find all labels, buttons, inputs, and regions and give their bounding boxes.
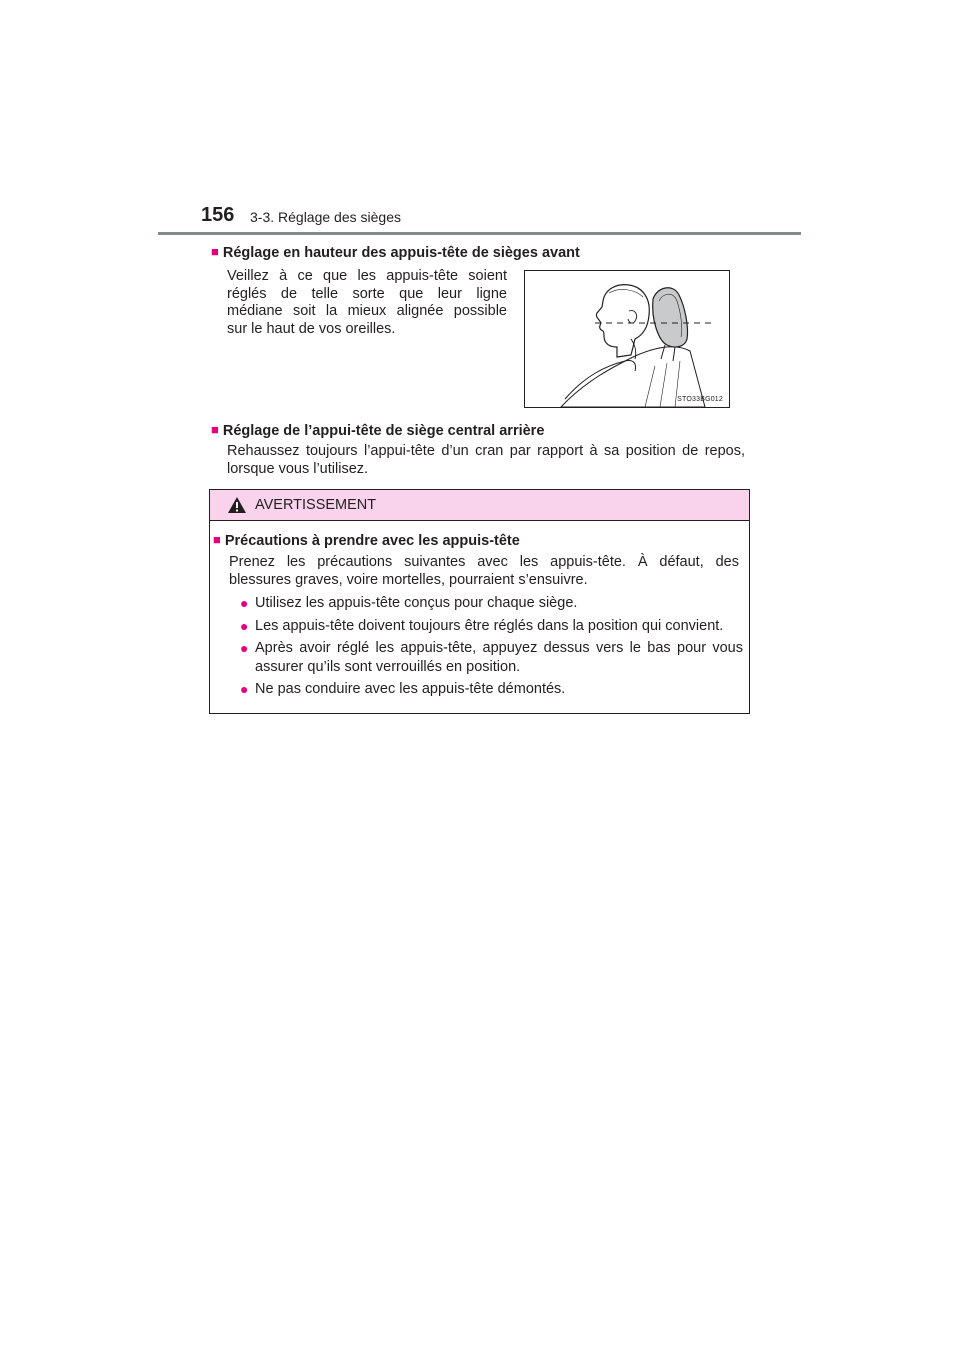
subheading-text: Réglage en hauteur des appuis-tête de sièges avant <box>222 245 580 261</box>
subheading-text: Réglage de l’appui-tête de siège central arrière <box>222 423 545 439</box>
warning-box <box>209 489 750 714</box>
warning-bullet <box>240 617 743 636</box>
warning-bullet <box>240 639 743 677</box>
figure-code: STO33BG012 <box>677 396 723 403</box>
text-line: Veillez à ce que les appuis-tête soient <box>227 268 507 284</box>
headrest-illustration <box>524 270 730 408</box>
warning-intro <box>229 553 739 589</box>
warning-header <box>210 490 749 521</box>
bullet-text-line: Après avoir réglé les appuis-tête, appuyez dessus vers le bas pour vous <box>255 640 743 656</box>
bullet-dot-icon: ● <box>240 618 249 634</box>
warning-bullet <box>240 680 743 699</box>
square-bullet-icon: ■ <box>211 422 219 437</box>
section-title: 3-3. Réglage des sièges <box>250 209 401 225</box>
bullet-dot-icon: ● <box>240 681 249 697</box>
square-bullet-icon: ■ <box>211 244 219 259</box>
warning-bullet <box>240 594 743 613</box>
rear-headrest-instructions <box>227 443 745 478</box>
warning-triangle-icon <box>227 496 247 514</box>
subheading-front-headrest <box>211 244 580 262</box>
front-headrest-instructions <box>227 268 507 338</box>
text-line: réglés de telle sorte que leur ligne <box>227 285 507 302</box>
head-and-headrest-drawing <box>525 271 729 407</box>
warning-heading <box>213 532 520 550</box>
bullet-text: Les appuis-tête doivent toujours être réglés dans la position qui convient. <box>255 618 724 634</box>
page-number: 156 <box>201 204 235 226</box>
bullet-text: Ne pas conduire avec les appuis-tête démontés. <box>255 681 566 697</box>
text-line: médiane soit la mieux alignée possible <box>227 303 507 319</box>
bullet-dot-icon: ● <box>240 595 249 611</box>
square-bullet-icon: ■ <box>213 532 221 547</box>
text-line: blessures graves, voire mortelles, pourraient s’ensuivre. <box>229 572 588 588</box>
text-line: Rehaussez toujours l’appui-tête d’un cran par rapport à sa position de repos, <box>227 443 745 459</box>
header-rule <box>158 232 801 235</box>
text-line: Prenez les précautions suivantes avec les appuis-tête. À défaut, des <box>229 554 739 570</box>
text-line: sur le haut de vos oreilles. <box>227 320 396 337</box>
warning-heading-text: Précautions à prendre avec les appuis-tête <box>224 533 520 549</box>
bullet-dot-icon: ● <box>240 640 249 656</box>
text-line: lorsque vous l’utilisez. <box>227 460 369 477</box>
bullet-text-line: assurer qu’ils sont verrouillés en position. <box>255 659 521 675</box>
warning-title: AVERTISSEMENT <box>255 497 377 513</box>
bullet-text: Utilisez les appuis-tête conçus pour chaque siège. <box>255 595 578 611</box>
subheading-rear-center-headrest <box>211 422 544 440</box>
